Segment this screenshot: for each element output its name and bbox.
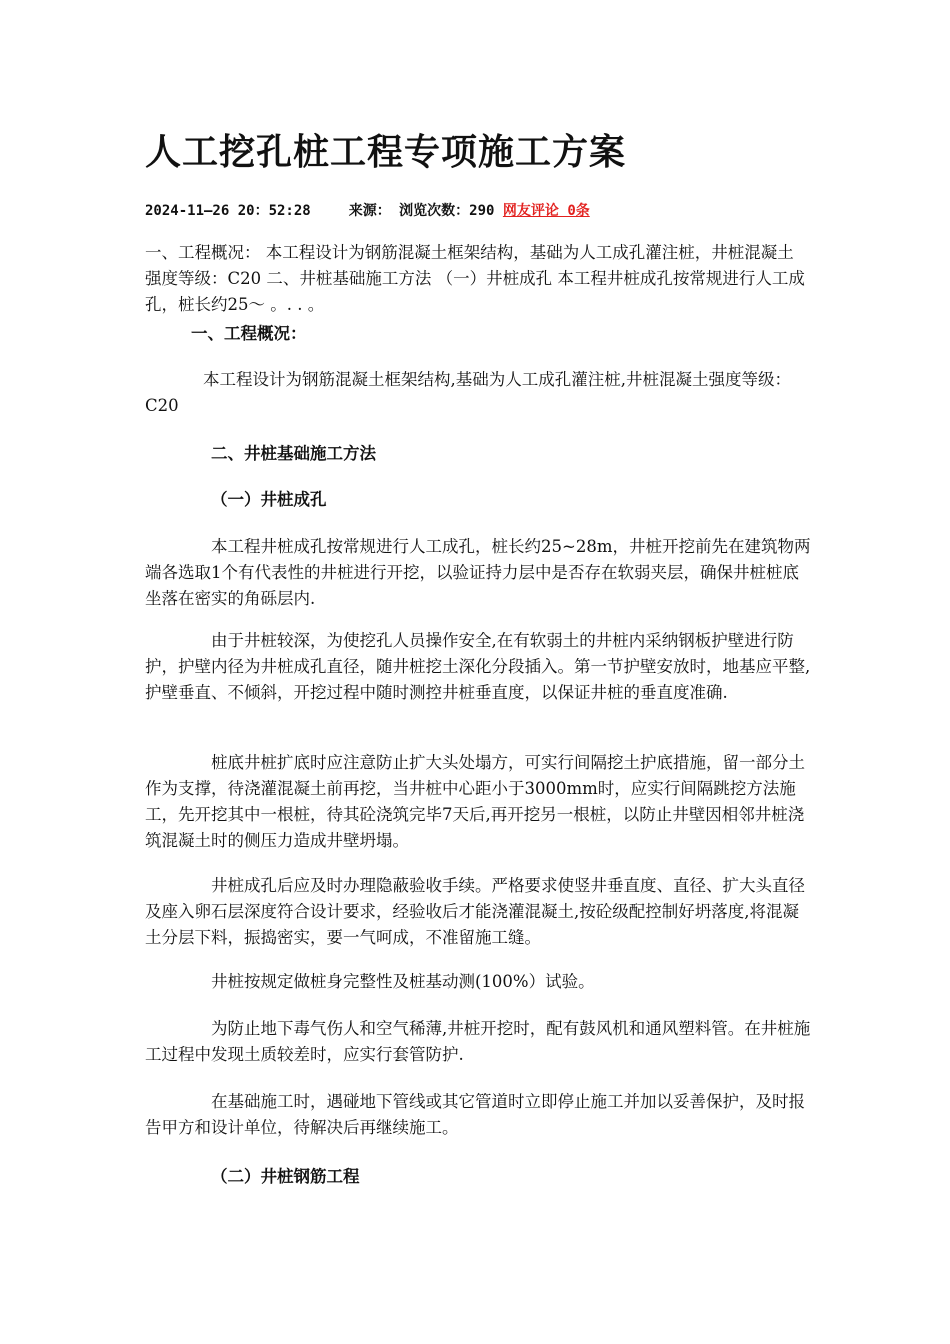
page-title: 人工挖孔桩工程专项施工方案 [145,131,627,173]
article-summary: 一、工程概况： 本工程设计为钢筋混凝土框架结构，基础为人工成孔灌注桩，井桩混凝土强度等级：C20 二、井桩基础施工方法 （一）井桩成孔 本工程井桩成孔按常规进行人工成孔，桩长约25～ 。. . 。 [145,243,805,314]
article-meta [145,200,590,220]
section-heading-overview: 一、工程概况： [191,324,307,343]
paragraph-3: 桩底井桩扩底时应注意防止扩大头处塌方，可实行间隔挖土护底措施，留一部分土作为支撑，待浇灌混凝土前再挖，当井桩中心距小于3000mm时，应实行间隔跳挖方法施工，先开挖其中一根桩，待其砼浇筑完毕7天后,再开挖另一根桩，以防止井壁因相邻井桩浇筑混凝土时的侧压力造成井壁坍塌。 [145,753,805,850]
views-label: 浏览次数： [399,203,470,219]
source-label: 来源： [348,203,391,219]
comments-link[interactable]: 网友评论 0条 [502,203,590,219]
paragraph-1: 本工程井桩成孔按常规进行人工成孔，桩长约25~28m，井桩开挖前先在建筑物两端各选取1个有代表性的井桩进行开挖，以验证持力层中是否存在软弱夹层，确保井桩桩底坐落在密实的角砾层内. [145,537,811,608]
paragraph-4: 井桩成孔后应及时办理隐蔽验收手续。严格要求使竖井垂直度、直径、扩大头直径及座入卵石层深度符合设计要求，经验收后才能浇灌混凝土,按砼级配控制好坍落度,将混凝土分层下料，振捣密实，要一气呵成，不准留施工缝。 [145,876,805,947]
section-heading-method: 二、井桩基础施工方法 [211,444,376,463]
subsection-heading-rebar: （二）井桩钢筋工程 [211,1167,360,1186]
paragraph-5: 井桩按规定做桩身完整性及桩基动测(100%）试验。 [211,972,595,991]
paragraph-2: 由于井桩较深，为使挖孔人员操作安全,在有软弱土的井桩内采纳钢板护壁进行防护，护壁内径为井桩成孔直径，随井桩挖土深化分段插入。第一节护壁安放时，地基应平整,护壁垂直、不倾斜，开挖过程中随时测控井桩垂直度，以保证井桩的垂直度准确. [145,631,811,702]
paragraph-7: 在基础施工时，遇碰地下管线或其它管道时立即停止施工并加以妥善保护，及时报告甲方和设计单位，待解决后再继续施工。 [145,1092,805,1137]
paragraph-6: 为防止地下毒气伤人和空气稀薄,井桩开挖时，配有鼓风机和通风塑料管。在井桩施工过程中发现土质较差时，应实行套管防护. [145,1019,811,1064]
overview-paragraph: 本工程设计为钢筋混凝土框架结构,基础为人工成孔灌注桩,井桩混凝土强度等级：C20 [145,370,791,415]
publish-datetime: 2024-11—26 20：52:28 [145,203,311,219]
views-count: 290 [469,203,495,219]
subsection-heading-pile-hole: （一）井桩成孔 [211,490,327,509]
